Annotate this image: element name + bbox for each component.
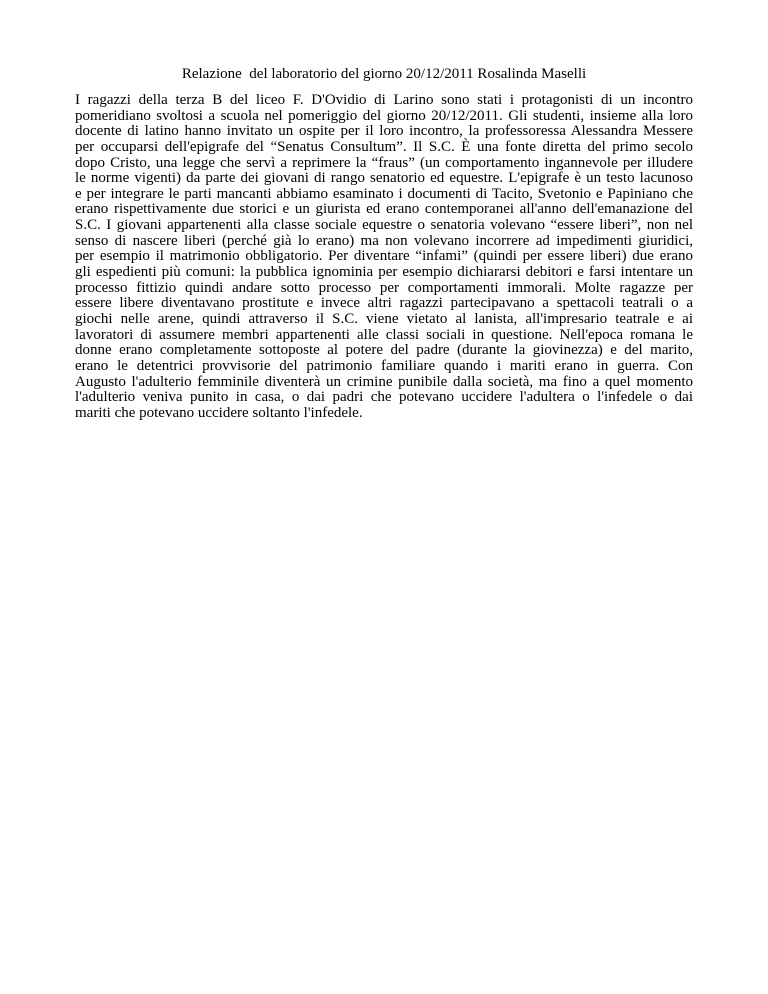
body-line: le norme vigenti) da parte dei giovani di rango senatorio ed equestre. L'epigrafe è un testo lacunoso — [75, 170, 693, 187]
body-line: gli espedienti più comuni: la pubblica ignominia per esempio dichiararsi debitori e farsi intentare un — [75, 264, 693, 281]
body-line: essere libere diventavano prostitute e invece altri ragazzi partecipavano a spettacoli teatrali o a — [75, 295, 693, 312]
body-line: per occuparsi dell'epigrafe del “Senatus Consultum”. Il S.C. È una fonte diretta del primo secolo — [75, 138, 693, 155]
body-line: dopo Cristo, una legge che servì a reprimere la “fraus” (un comportamento ingannevole per illudere — [75, 154, 693, 171]
body-line: processo fittizio quindi andare sotto processo per comportamenti immorali. Molte ragazze per — [75, 279, 693, 296]
body-line: erano rispettivamente due storici e un giurista ed erano contemporanei all'anno dell'emanazione del — [75, 201, 693, 218]
body-line: I ragazzi della terza B del liceo F. D'Ovidio di Larino sono stati i protagonisti di un incontro — [75, 92, 693, 108]
body-line: pomeridiano svoltosi a scuola nel pomeriggio del giorno 20/12/2011. Gli studenti, insieme alla loro — [75, 107, 693, 124]
body-line: donne erano completamente sottoposte al potere del padre (durante la giovinezza) e del marito, — [75, 342, 693, 359]
body-line: erano le detentrici provvisorie del patrimonio familiare quando i mariti erano in guerra. Con — [75, 357, 693, 374]
body-line: mariti che potevano uccidere soltanto l'infedele. — [75, 404, 363, 421]
body-line: S.C. I giovani appartenenti alla classe sociale equestre o senatoria volevano “essere liberi”, non nel — [75, 217, 693, 234]
body-line: giochi nelle arene, quindi attraverso il S.C. viene vietato al lanista, all'impresario teatrale e ai — [75, 310, 693, 327]
document-body — [75, 93, 693, 421]
body-line: per esempio il matrimonio obbligatorio. Per diventare “infami” (quindi per essere liberi) due erano — [75, 248, 693, 265]
body-line: e per integrare le parti mancanti abbiamo esaminato i documenti di Tacito, Svetonio e Papiniano che — [75, 185, 693, 202]
body-line: l'adulterio veniva punito in casa, o dai padri che potevano uccidere l'adultera o l'infedele o dai — [75, 389, 693, 406]
body-line: lavoratori di assumere membri appartenenti alle classi sociali in questione. Nell'epoca romana le — [75, 326, 693, 343]
body-line: Augusto l'adulterio femminile diventerà un crimine punibile dalla società, ma fino a quel momento — [75, 373, 693, 390]
body-line: senso di nascere liberi (perché già lo erano) ma non volevano incorrere ad impedimenti giuridici, — [75, 232, 693, 249]
body-line: docente di latino hanno invitato un ospite per il loro incontro, la professoressa Alessandra Messere — [75, 123, 693, 140]
document-title: Relazione del laboratorio del giorno 20/12/2011 Rosalinda Maselli — [181, 66, 587, 82]
